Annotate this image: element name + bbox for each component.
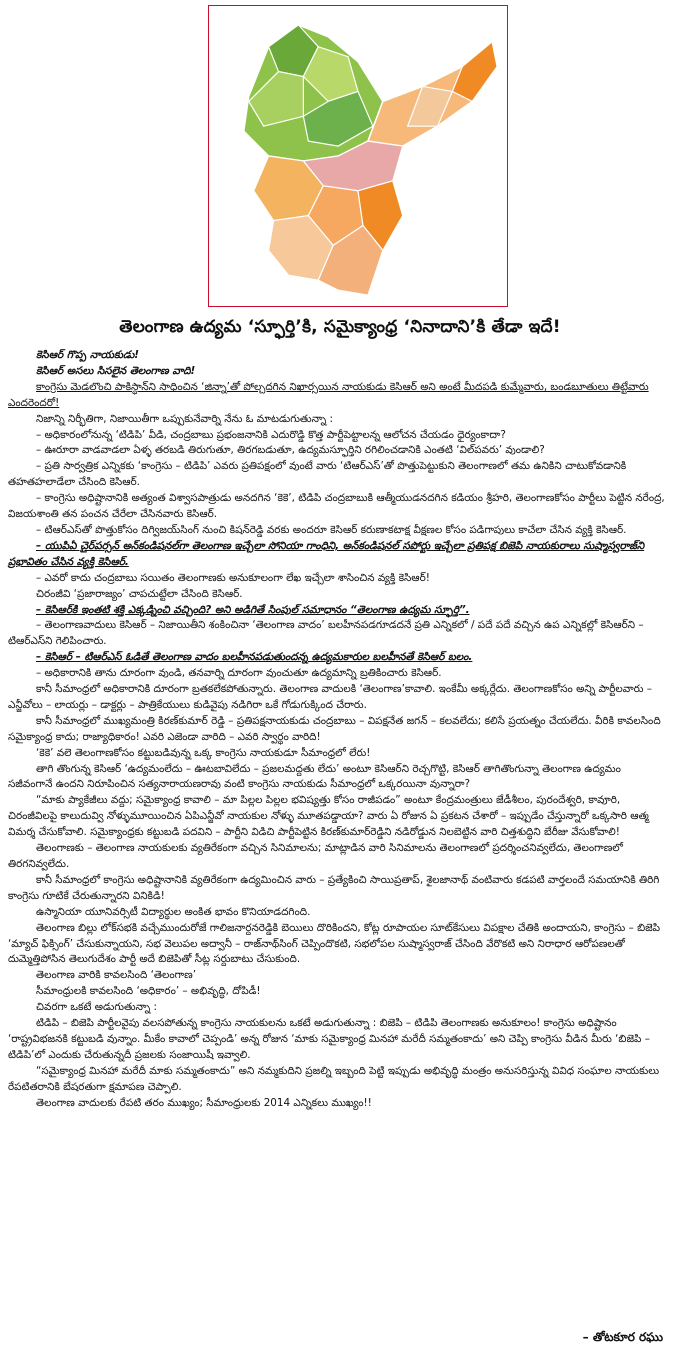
- paragraph: టిడిపి – బిజెపి పార్టీలవైపు వలసపోతున్న కాంగ్రెసు నాయకులను ఒకటే అడుగుతున్నా : బిజెపి – టిడిపి తెలంగాణకు అనుకూలం! కాంగ్రెసు అధిష్టానం ‘రాష్ట్రవిభజనకి కట్టుబడి వున్నాం. మీకేం కావాలో చెప్పండి’ అన్న రోజున ‘మాకు సమైక్యాంధ్ర మినహా మరేదీ సమ్మతంకాదు’ అని చెప్పి కాంగ్రెసు వీడిన మీరు ‘బిజెపి – టిడిపి’లో ఎందుకు చేరుతున్నదీ ప్రజలకు సంజాయిషీ ఇవ్వాలి.: [8, 1017, 650, 1061]
- article-body: [8, 348, 668, 1112]
- paragraph: తెలంగాణ బిల్లు లోక్‌సభకి వచ్చేముందురోజే గాలిజనార్దనరెడ్డికి బెయిలు దొరికిందని, కోట్ల రూపాయల సూట్‌కేసులు విపక్షాల చేతికి అందాయని, కాంగ్రెసు – బిజెపి ‘మ్యాచ్ ఫిక్సింగ్’ చేసుకున్నాయని, సభ వెలుపల అద్వానీ – రాజ్‌నాథ్‌సింగ్ చెప్పిందొకటి, సభలోపల సుష్మాస్వరాజ్ చేసింది వేరొకటి అని నిరాధార ఆరోపణలతో దుమ్మెత్తిపోసిన తెలుగుదేశం పార్టీ అదే బిజెపితో సీట్ల సర్దుబాటు చేసుకుంది.: [8, 921, 661, 966]
- paragraph: కెసిఆర్ అసలు సిసలైన తెలంగాణ వాది!: [36, 364, 196, 377]
- state-map-image: [208, 5, 508, 307]
- paragraph: తాగి తొంగున్న కెసిఆర్ ‘ఉద్యమంలేదు – ఊటబావిలేదు – ప్రజలమద్దతు లేదు’ అంటూ కెసిఆర్‌ని రెచ్చగొట్టి, కెసిఆర్ తాగితొంగున్నా తెలంగాణ ఉద్యమం సజీవంగానే ఉందని నిరూపించిన సత్యనారాయణరావు వంటి కాంగ్రెసు నాయకుడు సీమాంధ్రలో ఒక్కరయినా వున్నారా?: [8, 762, 621, 791]
- paragraph: – ప్రతి సార్వత్రిక ఎన్నికకు ‘కాంగ్రెసు – టిడిపి’ ఎవరు ప్రతిపక్షంలో వుంటే వారు ‘టిఆర్ఎస్’తో పొత్తుపెట్టుకుని తెలంగాణలో తమ ఉనికిని చాటుకోవడానికి తహతహలాడేలా చేసింది కెసిఆర్.: [8, 460, 627, 489]
- paragraph: చిరంజీవి ‘ప్రజారాజ్యం’ చాపచుట్టేలా చేసింది కెసిఆర్.: [36, 587, 243, 600]
- paragraph: సీమాంధ్రులకి కావలసింది ‘అధికారం’ – అభివృద్ధి, దోపిడీ!: [36, 985, 261, 998]
- author-byline: – తోటకూర రఘు: [582, 1330, 663, 1344]
- paragraph: – కాంగ్రెసు అధిష్టానానికి అత్యంత విశ్వాసపాత్రుడు అనదగిన ‘కెకె’, టిడిపి చంద్రబాబుకి ఆత్మీయుడనదగిన కడియం శ్రీహరి, తెలంగాణకోసం పార్టీలు పెట్టిన నరేంద్ర, విజయశాంతి తన పంచన చేరేలా చేసినవారు కెసిఆర్.: [8, 492, 665, 521]
- paragraph: – అధికారానికి తాను దూరంగా వుండి, తనవార్ని దూరంగా వుంచుతూ ఉద్యమాన్ని బ్రతికించారు కెసిఆర్.: [36, 667, 442, 680]
- paragraph: కానీ సీమాంధ్రలో ముఖ్యమంత్రి కిరణ్‌కుమార్ రెడ్డి – ప్రతిపక్షనాయకుడు చంద్రబాబు – విపక్షనేత జగన్ – కలవలేదు; కలిసే ప్రయత్నం చేయలేదు. వీరికి కావలసింది సమైక్యాంధ్ర కాదు; రాజ్యాధికారం! ఎవరి ఎజెండా వారిది – ఎవరి స్వార్థం వారిది!: [8, 714, 661, 743]
- paragraph: – కెసిఆర్ – టిఆర్ఎస్ ఓడితే తెలంగాణ వాదం బలహీనపడుతుందన్న ఉద్యమకారుల బలహీనతే కెసిఆర్ బలం.: [36, 651, 473, 664]
- paragraph: కెసిఆర్ గొప్ప నాయకుడు!: [36, 349, 140, 361]
- paragraph: – తెలంగాణవాదులు కెసిఆర్ – నిజాయితీని శంకించినా ‘తెలంగాణ వాదం’ బలహీనపడగూడదనే ప్రతి ఎన్నికలో / పదే పదే వచ్చిన ఉప ఎన్నికల్లో కెసిఆర్‌ని – టిఆర్ఎస్‌ని గెలిపించారు.: [8, 619, 644, 648]
- paragraph: కానీ సీమాంధ్రలో అధికారానికి దూరంగా బ్రతకలేకపోతున్నారు. తెలంగాణ వాదులకి ‘తెలంగాణ’కావాలి. ఇంకేమీ అక్కర్లేదు. తెలంగాణకోసం అన్ని పార్టీలవారు – ఎన్జీవోలు – లాయర్లు – డాక్టర్లు – పాత్రికేయులు కుడివైపు నడిగిరా ఒకే గోడుగుక్కింద చేరారు.: [8, 683, 652, 711]
- paragraph: తెలంగాణ వాదులకు రేపటి తరం ముఖ్యం; సీమాంధ్రులకు 2014 ఎన్నికలు ముఖ్యం!!: [36, 1096, 372, 1109]
- paragraph: తెలంగాణకు – తెలంగాణ నాయకులకు వ్యతిరేకంగా వచ్చిన సినిమాలను; మాట్లాడిన వారి సినిమాలను తెలంగాణలో ప్రదర్శించనివ్వలేదు, తెలంగాణలో తిరగనివ్వలేదు.: [8, 842, 623, 870]
- paragraph: – ఊరూరా వాడవాడలా ఏళ్ళ తరబడి తిరుగుతూ, తిరగబడుతూ, ఉద్యమస్ఫూర్తిని రగిలించడానికి ఎంతటి ‘విల్‌పవరు’ వుండాలి?: [36, 444, 545, 457]
- paragraph: – అధికారంలోనున్న ‘టిడిపి’ వీడి, చంద్రబాబు ప్రభంజనానికి ఎదురొడ్డి కొత్త పార్టీపెట్టాలన్న ఆలోచన చేయడం ధైర్యంకాదా?: [36, 428, 506, 441]
- paragraph: నిజాన్ని నిర్భీతిగా, నిజాయితీగా ఒప్పుకునేవార్ని నేను ఓ మాటడుగుతున్నా :: [36, 412, 334, 425]
- paragraph: ఉస్మానియా యూనివర్సిటీ విద్యార్థుల అంకిత భావం కొనియాడదగింది.: [36, 905, 311, 918]
- paragraph: – ఎవరో కాదు చంద్రబాబు సయితం తెలంగాణకు అనుకూలంగా లేఖ ఇచ్చేలా శాసించిన వ్యక్తి కెసిఆర్!: [36, 571, 430, 584]
- paragraph: “మాకు ప్యాకేజీలు వద్దు; సమైక్యాంధ్ర కావాలి – మా పిల్లల పిల్లల భవిష్యత్తు కోసం రాజీపడం” అంటూ కేంద్రమంత్రులు జేడీశీలం, పురందేశ్వరి, కావూరి, చిరంజీవిలపై కాలుదువ్వి నోళ్ళుమూయించిన ఏపిఎన్జీవో నాయకుల నోళ్ళు మూతపడ్డాయా? వారు ఏ రోజున ఏ ప్రకటన చేశారో – ఇప్పుడేం చేస్తున్నారో ఒక్కసారి ఆత్మ విమర్శ చేసుకోవాలి. సమైక్యాంధ్రకు కట్టుబడి పదవిని – పార్టీని విడిచి పార్టీపెట్టిన కిరణ్‌కుమార్‌రెడ్డిని నడిరోడ్డున నిలబెట్టిన వారి చిత్తశుద్ధిని బేరీజు వేసుకోవాలి!: [8, 794, 649, 839]
- paragraph: “సమైక్యాంధ్ర మినహా మరేదీ మాకు సమ్మతంకాదు” అని నమ్మకుదిని ప్రజల్ని ఇబ్బంది పెట్టి ఇప్పుడు అభివృద్ధి మంత్రం అనుసరిస్తున్న వివిధ సంఘాల నాయకులు రేపటితరానికి బేషరతుగా క్షమాపణ చెప్పాలి.: [8, 1064, 660, 1093]
- paragraph: కాంగ్రెసు మెడలొంచి పాకిస్థాన్‌ని సాధించిన ‘జిన్నా’తో పోల్చదగిన నిఖార్సయిన నాయకుడు కెసిఆర్ అని అంటే మీదపడి కుమ్మేవారు, బండబూతులు తిట్టేవారు ఎందరెందరో!: [8, 380, 649, 409]
- paragraph: – యుపిఏ చైర్‌పర్సన్ అన్‌కండిషనల్‌గా తెలంగాణ ఇచ్చేలా సోనియా గాంధిని, అన్‌కండిషనల్ సపోర్టు ఇచ్చేలా ప్రతిపక్ష బిజెపి నాయకురాలు సుష్మాస్వరాజ్‌ని ప్రభావితం చేసిన వ్యక్తి కెసిఆర్.: [8, 539, 645, 568]
- paragraph: చివరగా ఒకటే అడుగుతున్నా :: [36, 1001, 158, 1014]
- headline: తెలంగాణ ఉద్యమ ‘స్ఫూర్తి’కి, సమైక్యాంధ్ర ‘నినాదాని’కి తేడా ఇదే!: [119, 317, 561, 337]
- paragraph: – కెసిఆర్‌కి ఇంతటి శక్తి ఎక్కడ్నించి వచ్చింది? అని అడిగితే సింపుల్ సమాధానం “తెలంగాణ ఉద్యమ స్ఫూర్తి”.: [36, 603, 470, 616]
- paragraph: – టిఆర్ఎస్‌తో పొత్తుకోసం దిగ్విజయ్‌సింగ్ నుంచి కిషన్‌రెడ్డి వరకు అందరూ కెసిఆర్ కరుణాకటాక్ష వీక్షణల కోసం పడిగాపులు కాచేలా చేసిన వ్యక్తి కెసిఆర్.: [36, 523, 627, 536]
- paragraph: ‘కెకె’ వలె తెలంగాణకోసం కట్టుబడివున్న ఒక్క కాంగ్రెసు నాయకుడూ సీమాంధ్రలో లేరు!: [36, 746, 371, 759]
- map-graphic: [209, 6, 507, 306]
- paragraph: కానీ సీమాంధ్రలో కాంగ్రెసు అధిష్టానానికి వ్యతిరేకంగా ఉద్యమించిన వారు – ప్రత్యేకించి సాయిప్రతాప్, శైలజానాథ్ వంటివారు కడపటి వార్తలందే సమయానికి తిరిగి కాంగ్రెసు గూటికే చేరుతున్నారని వినికిడి!: [8, 873, 660, 902]
- paragraph: తెలంగాణ వారికి కావలసింది ‘తెలంగాణ’: [36, 969, 197, 982]
